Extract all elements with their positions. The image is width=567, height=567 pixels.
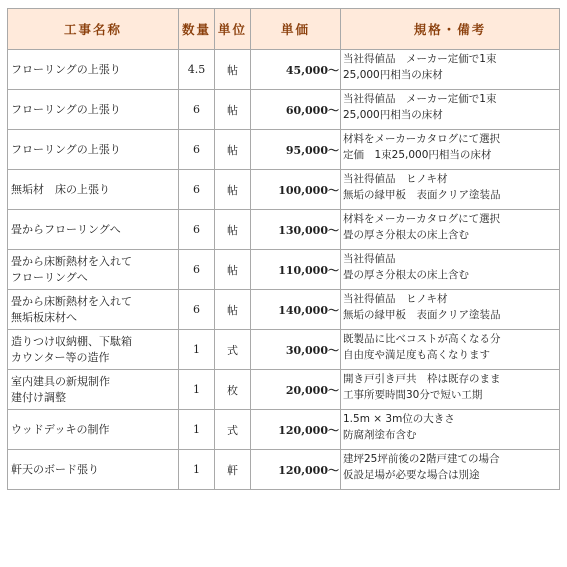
work-name-line: 無垢板床材へ <box>11 310 77 324</box>
unit-cell: 帖 <box>215 90 251 130</box>
work-name-line: 畳からフローリングへ <box>11 222 121 236</box>
spec-notes-cell <box>341 290 560 330</box>
work-name-line: 軒天のボード張り <box>11 462 99 476</box>
work-name-cell <box>8 90 179 130</box>
table-row <box>8 450 560 490</box>
work-name-line: 建付け調整 <box>11 390 66 404</box>
table-row <box>8 330 560 370</box>
spec-notes-line: 無垢の縁甲板 表面クリア塗装品 <box>343 309 501 321</box>
unit-price-cell: 120,000～ <box>251 410 341 450</box>
unit-price-cell: 120,000～ <box>251 450 341 490</box>
header-unit: 単位 <box>215 9 251 50</box>
work-name-line: 畳から床断熱材を入れて <box>11 294 132 308</box>
work-name-line: 無垢材 床の上張り <box>11 182 110 196</box>
table-row <box>8 370 560 410</box>
spec-notes-line: 自由度や満足度も高くなります <box>343 349 490 361</box>
spec-notes-line: 25,000円相当の床材 <box>343 109 443 121</box>
unit-cell: 帖 <box>215 50 251 90</box>
work-name-cell <box>8 130 179 170</box>
work-name-cell <box>8 370 179 410</box>
quantity-cell: 6 <box>179 210 215 250</box>
unit-cell: 帖 <box>215 210 251 250</box>
unit-cell: 帖 <box>215 170 251 210</box>
spec-notes-line: 仮設足場が必要な場合は別途 <box>343 469 480 481</box>
quantity-cell: 4.5 <box>179 50 215 90</box>
work-name-line: フローリングへ <box>11 270 88 284</box>
unit-cell: 帖 <box>215 290 251 330</box>
work-name-cell <box>8 170 179 210</box>
table-row <box>8 170 560 210</box>
table-row <box>8 210 560 250</box>
quantity-cell: 1 <box>179 370 215 410</box>
header-qty: 数量 <box>179 9 215 50</box>
quantity-cell: 6 <box>179 170 215 210</box>
unit-price-cell: 60,000～ <box>251 90 341 130</box>
header-price: 単価 <box>251 9 341 50</box>
quantity-cell: 1 <box>179 450 215 490</box>
spec-notes-line: 定価 1束25,000円相当の床材 <box>343 149 492 161</box>
spec-notes-cell <box>341 130 560 170</box>
unit-cell: 式 <box>215 330 251 370</box>
unit-price-cell: 140,000～ <box>251 290 341 330</box>
spec-notes-line: 当社得値品 メーカー定価で1束 <box>343 53 497 65</box>
work-name-line: フローリングの上張り <box>11 142 121 156</box>
spec-notes-cell <box>341 170 560 210</box>
spec-notes-line: 建坪25坪前後の2階戸建ての場合 <box>343 453 500 465</box>
table-row <box>8 130 560 170</box>
quantity-cell: 6 <box>179 250 215 290</box>
spec-notes-line: 畳の厚さ分根太の床上含む <box>343 229 469 241</box>
work-name-cell <box>8 410 179 450</box>
unit-price-cell: 45,000～ <box>251 50 341 90</box>
spec-notes-line: 無垢の縁甲板 表面クリア塗装品 <box>343 189 501 201</box>
spec-notes-cell <box>341 50 560 90</box>
spec-notes-line: 材料をメーカーカタログにて選択 <box>343 213 501 225</box>
unit-price-cell: 100,000～ <box>251 170 341 210</box>
unit-price-cell: 20,000～ <box>251 370 341 410</box>
work-name-cell <box>8 290 179 330</box>
spec-notes-line: 工事所要時間30分で短い工期 <box>343 389 483 401</box>
spec-notes-line: 当社得値品 ヒノキ材 <box>343 293 448 305</box>
work-name-line: カウンター等の造作 <box>11 350 110 364</box>
header-spec: 規格・備考 <box>341 9 560 50</box>
work-name-line: フローリングの上張り <box>11 102 121 116</box>
header-row <box>8 9 560 50</box>
work-name-line: 造りつけ収納棚、下駄箱 <box>11 334 132 348</box>
spec-notes-cell <box>341 90 560 130</box>
unit-cell: 帖 <box>215 250 251 290</box>
unit-cell: 式 <box>215 410 251 450</box>
spec-notes-line: 防腐剤塗布含む <box>343 429 417 441</box>
unit-cell: 枚 <box>215 370 251 410</box>
spec-notes-line: 25,000円相当の床材 <box>343 69 443 81</box>
table-header <box>8 9 560 50</box>
header-name: 工事名称 <box>8 9 179 50</box>
work-name-cell <box>8 250 179 290</box>
work-name-line: 室内建具の新規制作 <box>11 374 110 388</box>
work-name-cell <box>8 450 179 490</box>
quantity-cell: 6 <box>179 130 215 170</box>
table-row <box>8 410 560 450</box>
spec-notes-line: 畳の厚さ分根太の床上含む <box>343 269 469 281</box>
work-name-cell <box>8 330 179 370</box>
spec-notes-line: 1.5m × 3m位の大きさ <box>343 413 455 425</box>
spec-notes-cell <box>341 450 560 490</box>
work-name-line: ウッドデッキの制作 <box>11 422 110 436</box>
work-name-line: 畳から床断熱材を入れて <box>11 254 132 268</box>
unit-price-cell: 30,000～ <box>251 330 341 370</box>
spec-notes-cell <box>341 210 560 250</box>
quantity-cell: 1 <box>179 410 215 450</box>
quantity-cell: 6 <box>179 90 215 130</box>
table-row <box>8 90 560 130</box>
table-row <box>8 250 560 290</box>
unit-cell: 帖 <box>215 130 251 170</box>
spec-notes-line: 既製品に比べコストが高くなる分 <box>343 333 501 345</box>
quantity-cell: 1 <box>179 330 215 370</box>
work-name-line: フローリングの上張り <box>11 62 121 76</box>
spec-notes-line: 当社得値品 ヒノキ材 <box>343 173 448 185</box>
spec-notes-cell <box>341 410 560 450</box>
price-table <box>7 8 560 490</box>
spec-notes-line: 材料をメーカーカタログにて選択 <box>343 133 501 145</box>
unit-price-cell: 110,000～ <box>251 250 341 290</box>
unit-price-cell: 95,000～ <box>251 130 341 170</box>
work-name-cell <box>8 210 179 250</box>
spec-notes-cell <box>341 370 560 410</box>
work-name-cell <box>8 50 179 90</box>
table-row <box>8 290 560 330</box>
unit-price-cell: 130,000～ <box>251 210 341 250</box>
unit-cell: 軒 <box>215 450 251 490</box>
spec-notes-line: 当社得値品 <box>343 253 396 265</box>
table-row <box>8 50 560 90</box>
table-body <box>8 50 560 490</box>
spec-notes-line: 当社得値品 メーカー定価で1束 <box>343 93 497 105</box>
quantity-cell: 6 <box>179 290 215 330</box>
spec-notes-cell <box>341 330 560 370</box>
spec-notes-cell <box>341 250 560 290</box>
spec-notes-line: 開き戸引き戸共 枠は既存のまま <box>343 373 501 385</box>
